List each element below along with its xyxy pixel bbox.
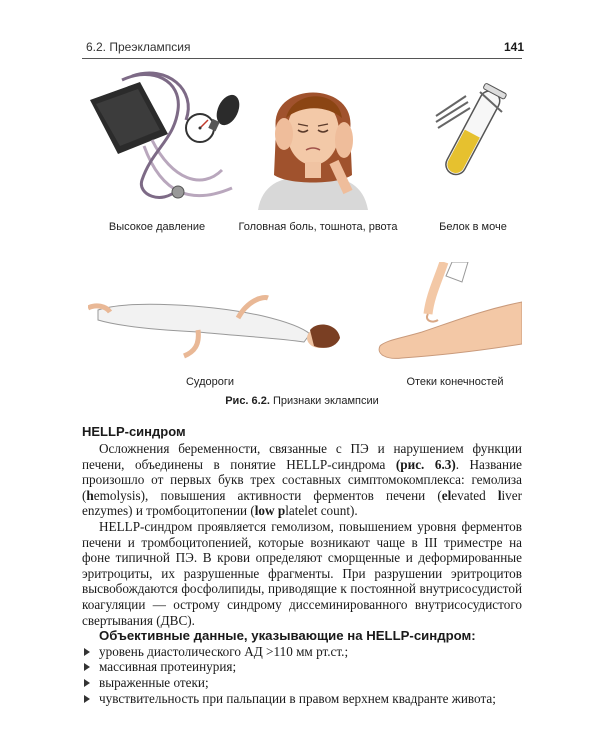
woman-with-headache-icon xyxy=(248,70,378,210)
figure-item-caption: Отеки конечностей xyxy=(406,376,504,388)
swollen-leg-icon xyxy=(372,262,522,372)
list-item xyxy=(82,675,522,691)
bullet-list xyxy=(82,644,522,706)
paragraph xyxy=(82,441,522,519)
list-item xyxy=(82,691,522,707)
paragraph-text: . Название произошло от первых букв трех составных симптомокомплекса: гемолиза ( xyxy=(82,456,522,503)
paragraph: HELLP-синдром проявляется гемолизом, повышением уровня ферментов печени и тромбоцитопенией, которые возникают чаще в III триместре на фоне типичной ПЭ. В крови определяют сморщенные и деформированные эритроциты, их разрушенные фрагменты. При разрушении эритроцитов высвобождаются фосфолипиды, приводящие к постоянной внутрисосудистой коагуляции — острому синдрому диссеминированного внутрисосудистого свертывания (ДВС). xyxy=(82,518,522,628)
figure-caption xyxy=(82,395,522,407)
paragraph-text: latelet count). xyxy=(285,503,358,519)
figure-caption-text: Признаки эклампсии xyxy=(269,395,379,407)
page-number: 141 xyxy=(504,40,525,54)
paragraph-text: Осложнения беременности, связанные с ПЭ и нарушением функции печени, объединены в понятие HELLP-синдрома xyxy=(82,441,522,472)
list-item xyxy=(82,644,522,660)
list-item xyxy=(82,659,522,675)
bullet-triangle-icon xyxy=(84,679,90,687)
acronym-letter: l xyxy=(497,487,502,503)
paragraph-text: emolysis), повышения активности ферментов печени ( xyxy=(93,487,442,503)
figure-item-caption: Головная боль, тошнота, рвота xyxy=(238,221,398,233)
acronym-letter: h xyxy=(86,487,94,503)
acronym-letter: low xyxy=(254,503,275,519)
list-item-text: чувствительность при пальпации в правом верхнем квадранте живота; xyxy=(99,690,496,706)
blood-pressure-monitor-icon xyxy=(82,70,242,210)
lying-woman-convulsions-icon xyxy=(88,290,348,360)
body-text xyxy=(82,441,522,706)
paragraph-text: evated xyxy=(451,487,498,503)
paragraph-text: iver enzymes) и тромбоцитопении ( xyxy=(82,487,522,519)
figure-caption-label: Рис. 6.2. xyxy=(225,395,270,407)
list-title: Объективные данные, указывающие на HELLP-синдром: xyxy=(99,628,476,644)
figure-item-caption: Высокое давление xyxy=(108,221,206,233)
list-item-text: массивная протеинурия; xyxy=(99,659,237,675)
list-item-text: выраженные отеки; xyxy=(99,674,209,690)
bullet-triangle-icon xyxy=(84,663,90,671)
list-item-text: уровень диастолического АД >110 мм рт.ст.; xyxy=(99,643,349,659)
figure-item-caption: Белок в моче xyxy=(439,221,507,233)
bullet-triangle-icon xyxy=(84,648,90,656)
figure-reference: (рис. 6.3) xyxy=(395,456,456,472)
acronym-letter: el xyxy=(441,487,452,503)
bullet-triangle-icon xyxy=(84,695,90,703)
acronym-letter: p xyxy=(277,503,286,519)
running-head: 6.2. Преэклампсия xyxy=(86,40,191,54)
header-rule xyxy=(82,58,522,59)
urine-test-tube-icon xyxy=(420,78,520,198)
figure-item-caption: Судороги xyxy=(185,376,234,388)
section-heading: HELLP-синдром xyxy=(82,424,186,439)
